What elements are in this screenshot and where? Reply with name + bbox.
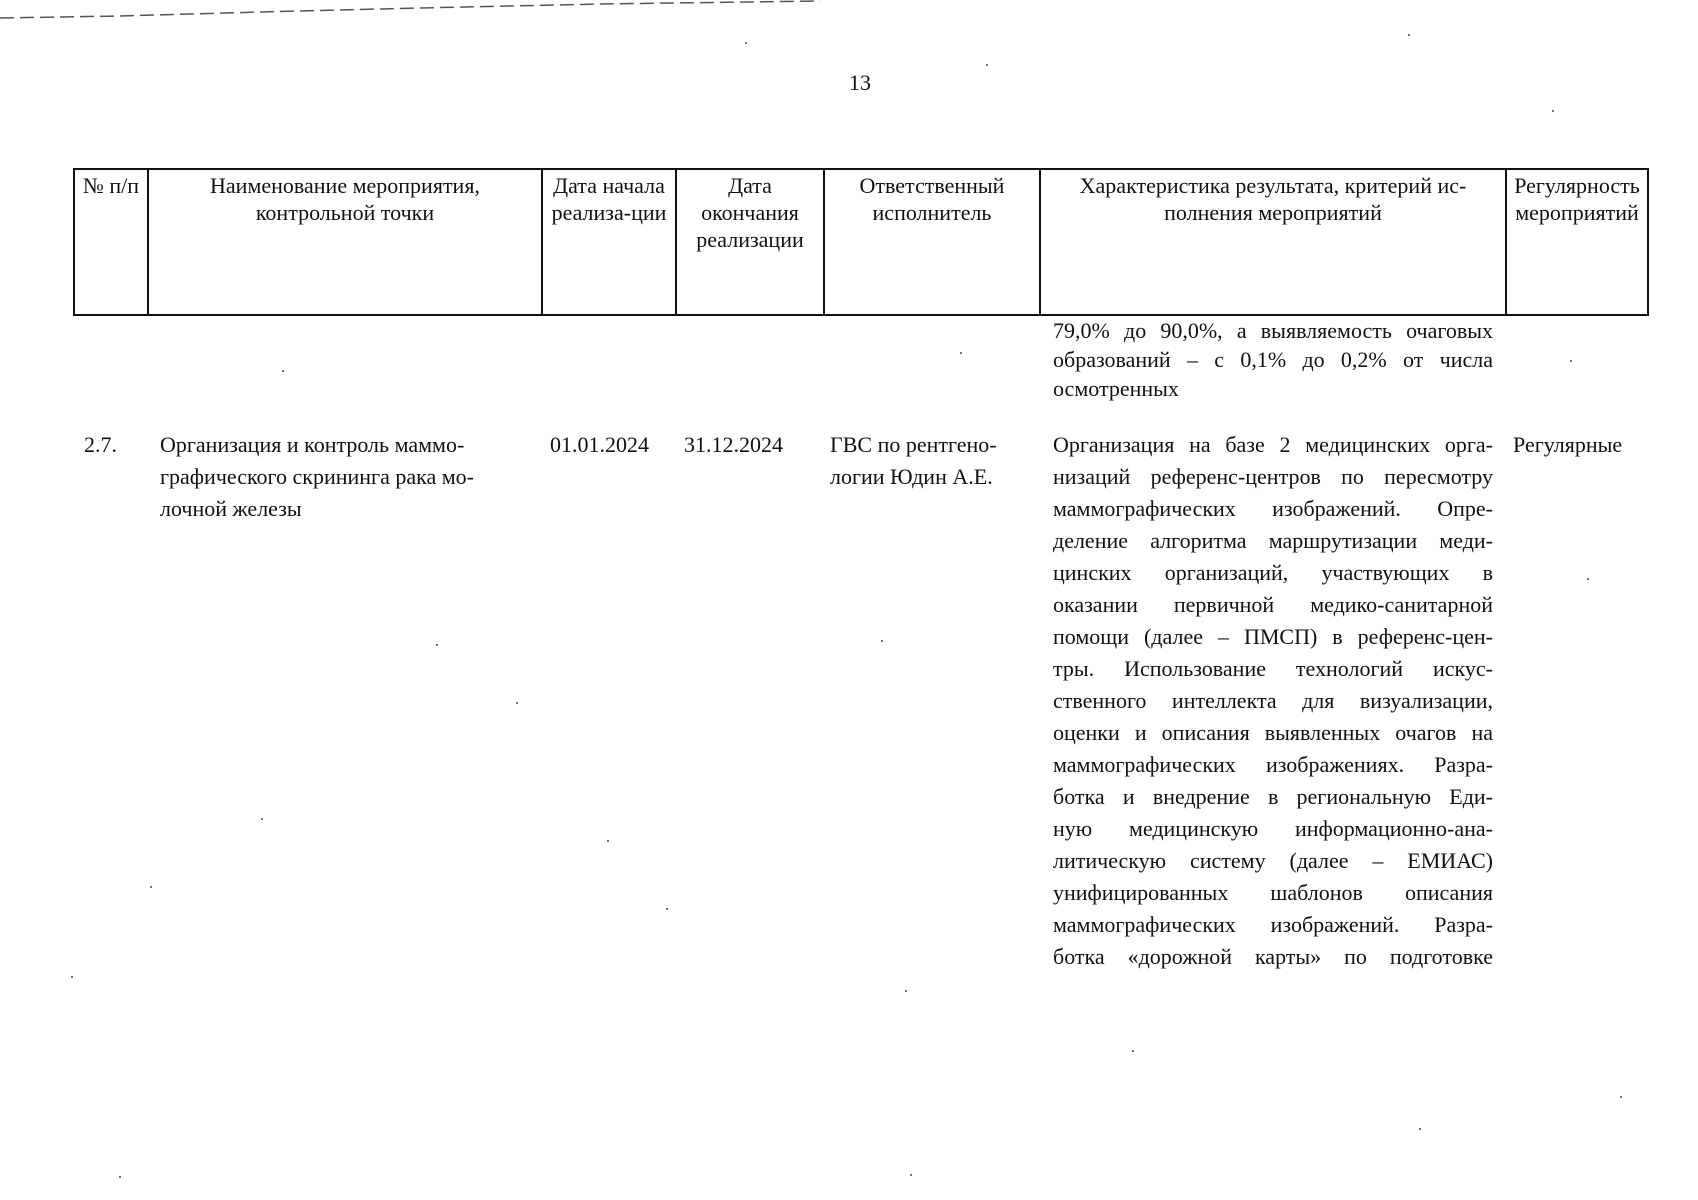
table-header xyxy=(73,168,1649,316)
scan-speck xyxy=(436,644,438,646)
header-activity-name: Наименование мероприятия, контрольной точки xyxy=(148,169,542,315)
result-line: низаций референс-центров по пересмотру xyxy=(1053,464,1493,489)
result-line: тры. Использование технологий искус- xyxy=(1053,656,1493,681)
scan-speck xyxy=(1408,34,1410,36)
row-regularity: Регулярные xyxy=(1513,432,1623,457)
scan-speck xyxy=(282,370,284,372)
scan-speck xyxy=(986,64,988,66)
result-line: ную медицинскую информационно-ана- xyxy=(1053,816,1493,841)
scan-speck xyxy=(1587,578,1589,580)
responsible-line: логии Юдин А.Е. xyxy=(830,464,993,489)
scan-speck xyxy=(71,976,73,978)
header-regularity: Регулярность мероприятий xyxy=(1506,169,1648,315)
row-end-date: 31.12.2024 xyxy=(684,432,783,457)
scan-speck xyxy=(905,990,907,992)
continuation-line: осмотренных xyxy=(1053,376,1179,401)
row-activity-name xyxy=(160,429,510,525)
scan-speck xyxy=(1132,1050,1134,1052)
header-responsible: Ответственный исполнитель xyxy=(824,169,1040,315)
scan-speck xyxy=(607,840,609,842)
scan-speck xyxy=(1419,1128,1421,1130)
result-line: помощи (далее – ПМСП) в референс-цен- xyxy=(1053,624,1493,649)
header-end-date: Дата окончания реализации xyxy=(676,169,824,315)
result-line: ственного интеллекта для визуализации, xyxy=(1053,688,1493,713)
result-line: ботка «дорожной карты» по подготовке xyxy=(1053,944,1493,969)
header-start-date: Дата начала реализа-ции xyxy=(542,169,676,315)
scan-speck xyxy=(745,42,747,44)
result-line: маммографических изображений. Опре- xyxy=(1053,496,1493,521)
result-line: деление алгоритма маршрутизации меди- xyxy=(1053,528,1493,553)
scan-speck xyxy=(1620,1096,1622,1098)
row-responsible xyxy=(830,429,1030,493)
result-line: оценки и описания выявленных очагов на xyxy=(1053,720,1493,745)
header-result-criteria: Характеристика результата, критерий ис-полнения мероприятий xyxy=(1040,169,1506,315)
result-line: ботка и внедрение в региональную Еди- xyxy=(1053,784,1493,809)
result-line: Организация на базе 2 медицинских орга- xyxy=(1053,432,1493,457)
scan-speck xyxy=(960,352,962,354)
scan-speck xyxy=(261,818,263,820)
continuation-text xyxy=(1053,316,1493,403)
scan-speck xyxy=(910,1174,912,1176)
scan-speck xyxy=(666,908,668,910)
scan-top-edge-line xyxy=(0,0,820,22)
activity-name-line: графического скрининга рака мо- xyxy=(160,464,474,489)
responsible-line: ГВС по рентгено- xyxy=(830,432,997,457)
scan-speck xyxy=(516,702,518,704)
scan-speck xyxy=(119,1176,121,1178)
scan-speck xyxy=(1552,110,1554,112)
continuation-line: образований – с 0,1% до 0,2% от числа xyxy=(1053,347,1493,372)
result-line: цинских организаций, участвующих в xyxy=(1053,560,1493,585)
result-line: литическую систему (далее – ЕМИАС) xyxy=(1053,848,1493,873)
result-line: маммографических изображений. Разра- xyxy=(1053,912,1493,937)
scan-speck xyxy=(881,640,883,642)
row-number: 2.7. xyxy=(84,432,117,457)
row-result-description xyxy=(1053,429,1493,973)
activity-name-line: лочной железы xyxy=(160,496,302,521)
header-number: № п/п xyxy=(74,169,148,315)
row-start-date: 01.01.2024 xyxy=(550,432,649,457)
result-line: унифицированных шаблонов описания xyxy=(1053,880,1493,905)
continuation-line: 79,0% до 90,0%, а выявляемость очаговых xyxy=(1053,318,1493,343)
scan-speck xyxy=(1570,360,1572,362)
page-number: 13 xyxy=(849,70,871,95)
scan-speck xyxy=(150,886,152,888)
activity-name-line: Организация и контроль маммо- xyxy=(160,432,465,457)
result-line: оказании первичной медико-санитарной xyxy=(1053,592,1493,617)
result-line: маммографических изображениях. Разра- xyxy=(1053,752,1493,777)
